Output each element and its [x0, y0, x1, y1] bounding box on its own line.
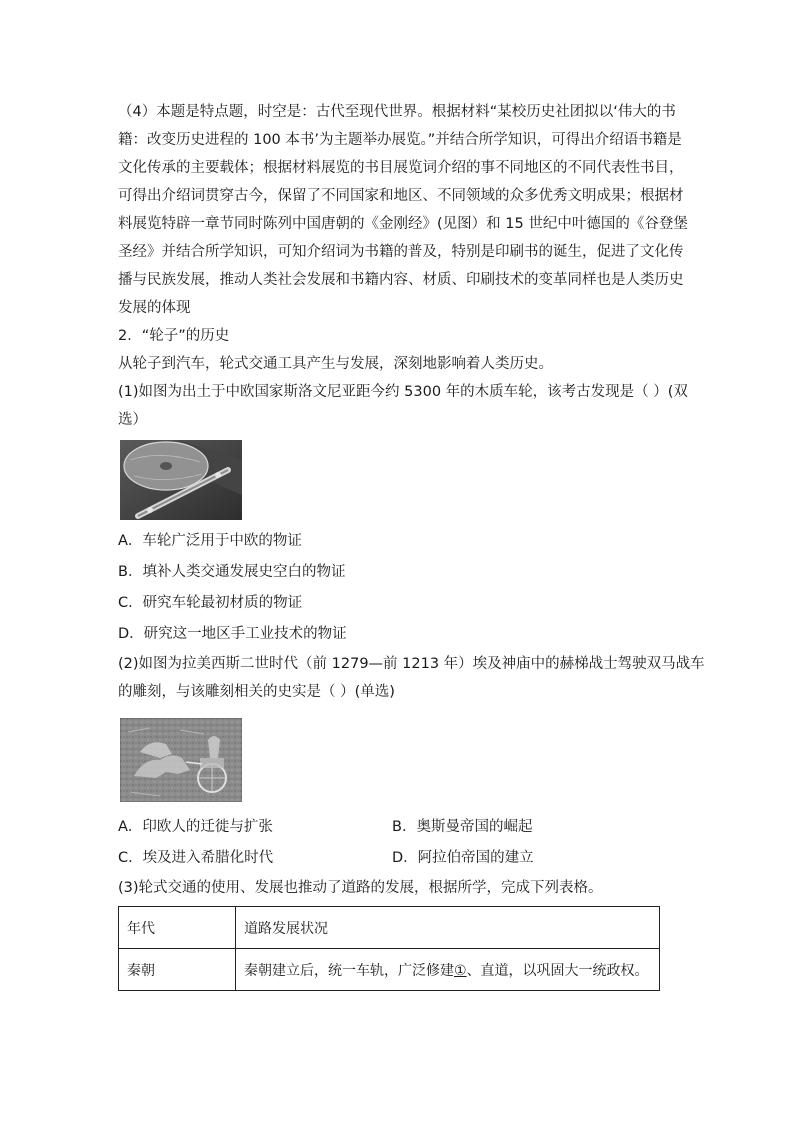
options-row-2: [118, 843, 666, 874]
status-text-before: 秦朝建立后，统一车轨，广泛修建: [244, 962, 454, 979]
answer-4-line: 播与民族发展，推动人类社会发展和书籍内容、材质、印刷技术的变革同样也是人类历史: [118, 272, 684, 288]
sub-question-1-stem: (1)如图为出土于中欧国家斯洛文尼亚距今约 5300 年的木质车轮，该考古发现是（ ）(双: [118, 384, 688, 400]
sub-question-1-stem-cont: 选）: [118, 412, 147, 428]
option-d[interactable]: D．阿拉伯帝国的建立: [392, 850, 534, 866]
table-cell-status: [236, 949, 660, 991]
question-2-intro: 从轮子到汽车，轮式交通工具产生与发展，深刻地影响着人类历史。: [118, 356, 553, 372]
option-a[interactable]: A．车轮广泛用于中欧的物证: [118, 533, 302, 549]
sub-question-3: [118, 874, 666, 991]
answer-4-line: 料展览特辟一章节同时陈列中国唐朝的《金刚经》(见图）和 15 世纪中叶德国的《谷登堡: [118, 216, 688, 232]
question-2-title: 2．“轮子”的历史: [118, 328, 230, 344]
sub-question-2-stem-cont: 的雕刻，与该雕刻相关的史实是（ ）(单选): [118, 684, 395, 700]
status-text-after: 、直道，以巩固大一统政权。: [466, 962, 649, 979]
option-b[interactable]: B．奥斯曼帝国的崛起: [392, 819, 533, 835]
wooden-wheel-image: [120, 440, 242, 520]
answer-4-line: 可得出介绍词贯穿古今，保留了不同国家和地区、不同领域的众多优秀文明成果；根据材: [118, 188, 684, 204]
wooden-wheel-photo: [120, 440, 242, 520]
answer-4-line: 籍：改变历史进程的 100 本书’为主题举办展览。”并结合所学知识，可得出介绍语书籍是: [118, 132, 682, 148]
sub-question-1: [118, 378, 688, 650]
option-b[interactable]: B．填补人类交通发展史空白的物证: [118, 564, 346, 580]
answer-4-line: 圣经》并结合所学知识，可知介绍词为书籍的普及，特别是印刷书的诞生，促进了文化传: [118, 244, 684, 260]
option-a[interactable]: A．印欧人的迁徙与扩张: [118, 819, 273, 835]
page-content: [118, 98, 705, 991]
options-row-1: [118, 812, 666, 843]
answer-4-line: 发展的体现: [118, 300, 191, 316]
table-header-era: 年代: [119, 907, 236, 949]
road-development-table: [118, 906, 660, 991]
option-c[interactable]: C．埃及进入希腊化时代: [118, 850, 274, 866]
table-cell-era: 秦朝: [119, 949, 236, 991]
sub-question-2-stem: (2)如图为拉美西斯二世时代（前 1279—前 1213 年）埃及神庙中的赫梯战士驾驶双马战车: [118, 656, 705, 672]
sub-question-2: [118, 650, 705, 874]
answer-4-line: 文化传承的主要载体；根据材料展览的书目展览词介绍的事不同地区的不同代表性书目，: [118, 160, 684, 176]
chariot-relief-image: [120, 718, 242, 802]
option-c[interactable]: C．研究车轮最初材质的物证: [118, 595, 303, 611]
sub-question-3-stem: (3)轮式交通的使用、发展也推动了道路的发展，根据所学，完成下列表格。: [118, 880, 603, 896]
answer-4-line: （4）本题是特点题，时空是：古代至现代世界。根据材料“某校历史社团拟以‘伟大的书: [118, 104, 676, 120]
table-header-status: 道路发展状况: [236, 907, 660, 949]
table-row: [119, 949, 660, 991]
blank-marker[interactable]: ①: [454, 962, 467, 979]
table-header-row: [119, 907, 660, 949]
option-d[interactable]: D．研究这一地区手工业技术的物证: [118, 626, 347, 642]
chariot-relief-photo: [120, 718, 242, 802]
answer-4-block: [118, 98, 688, 322]
